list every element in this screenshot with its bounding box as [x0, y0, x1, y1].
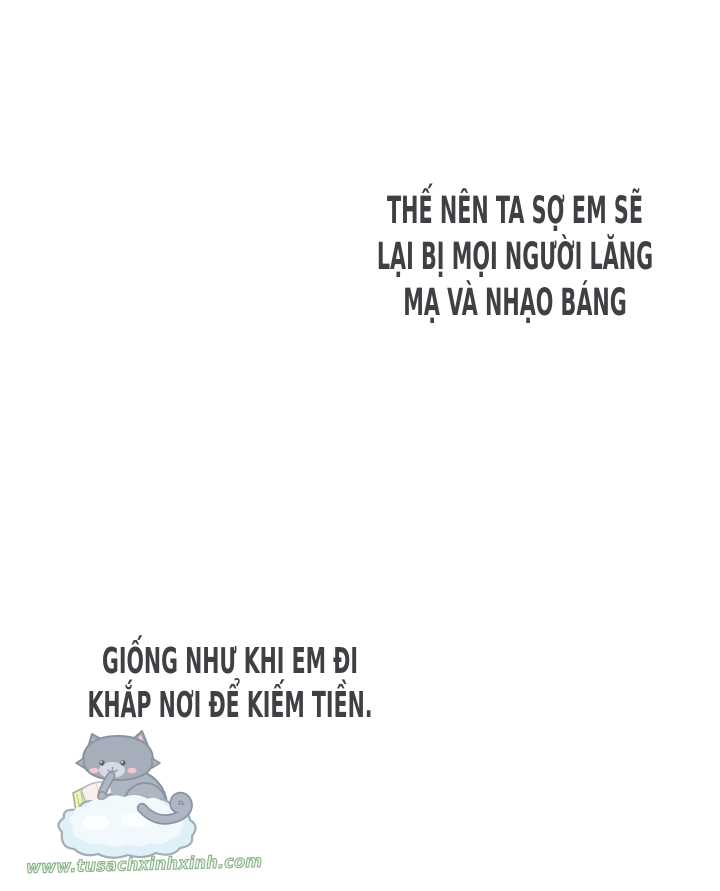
speech-line: LẠI BỊ MỌI NGƯỜI LĂNG: [376, 235, 654, 278]
kitten-on-cloud-illustration: [48, 728, 204, 864]
speech-line: GIỐNG NHƯ KHI EM ĐI: [102, 641, 358, 682]
speech-line: MẠ VÀ NHẠO BÁNG: [403, 281, 627, 324]
speech-text-top: [358, 188, 672, 326]
watermark-text: www.tusachxinhxinh.com: [25, 851, 263, 878]
speech-line: KHẮP NƠI ĐỂ KIẾM TIỀN.: [87, 685, 373, 726]
speech-text-bottom: [70, 640, 389, 728]
speech-line: THẾ NÊN TA SỢ EM SẼ: [387, 189, 643, 232]
cat-head: [76, 731, 160, 780]
